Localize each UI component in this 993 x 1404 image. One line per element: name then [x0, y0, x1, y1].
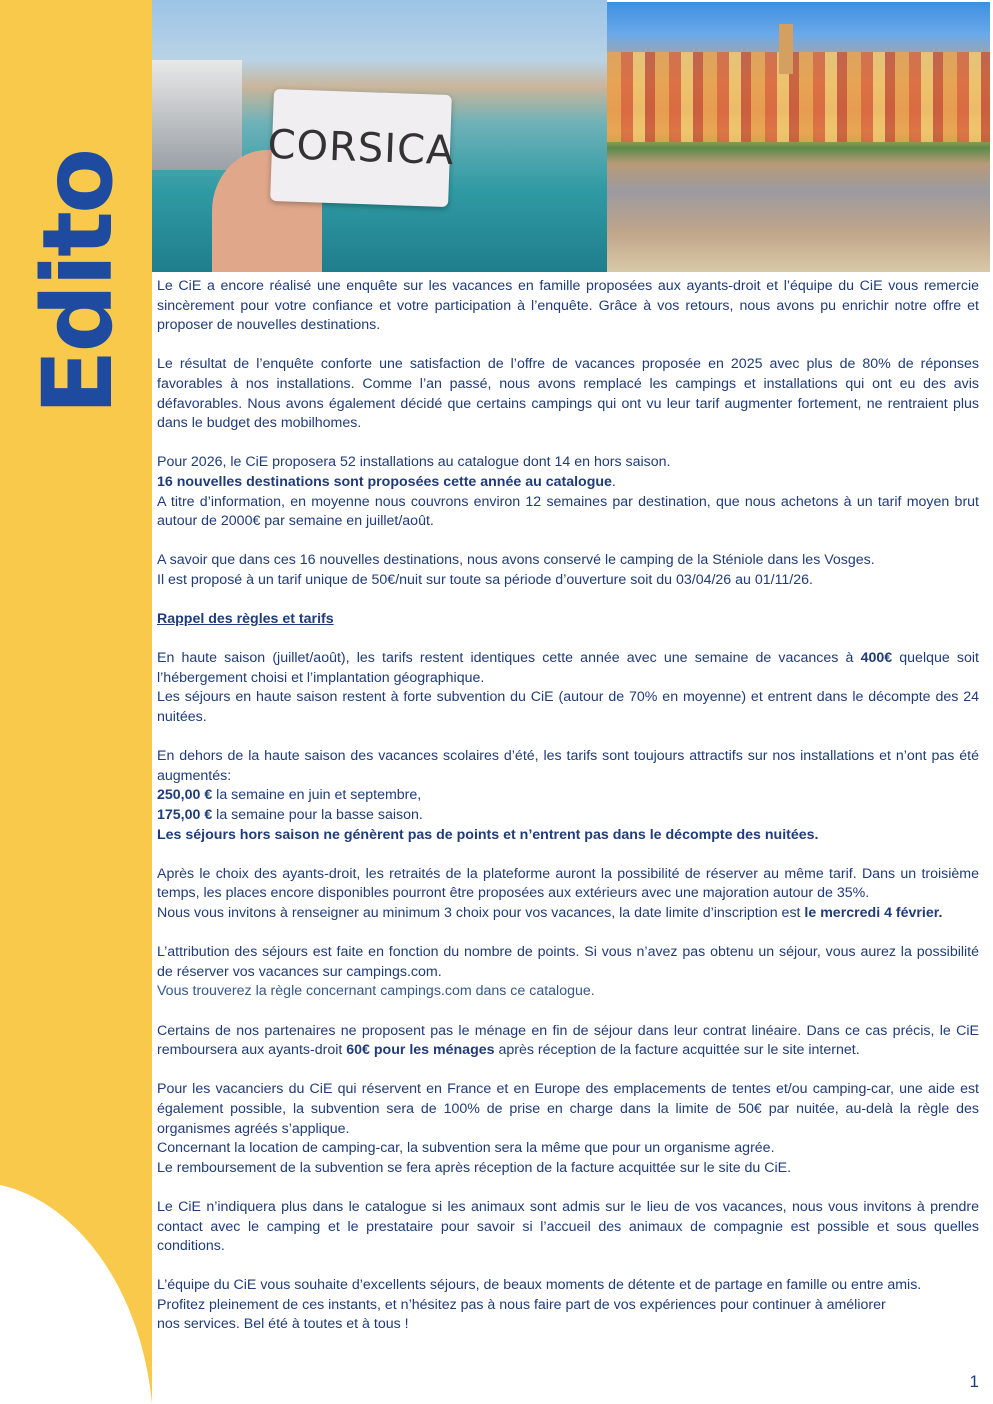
text-line: [157, 1159, 979, 1179]
text-line: [157, 786, 979, 806]
paragraph: [157, 355, 979, 433]
text-segment: Profitez pleinement de ces instants, et n’hésitez pas à nous faire part de vos expériences pour continuer à améliorer: [157, 1296, 886, 1313]
boat-shape: [152, 60, 242, 170]
town-buildings: [607, 52, 990, 142]
text-line: [157, 982, 979, 1002]
paragraph: [157, 551, 979, 590]
text-segment: A savoir que dans ces 16 nouvelles destinations, nous avons conservé le camping de la Sténiole dans les Vosges.: [157, 552, 875, 569]
text-segment: Certains de nos partenaires ne proposent pas le ménage en fin de séjour dans leur contrat linéaire. Dans ce cas précis, le CiE remboursera aux ayants-droit: [157, 1022, 979, 1059]
text-line: [157, 1315, 979, 1335]
text-segment: Les séjours en haute saison restent à forte subvention du CiE (autour de 70% en moyenne) et entrent dans le décompte des 24 nuitées.: [157, 689, 979, 726]
text-segment: Après le choix des ayants-droit, les retraités de la plateforme auront la possibilité de réserver au même tarif. Dans un troisième temps, les places encore disponibles pourront être proposées aux extérieurs avec une majoration autour de 35%.: [157, 865, 979, 902]
text-segment: la semaine pour la basse saison.: [212, 807, 423, 824]
text-segment: En haute saison (juillet/août), les tarifs restent identiques cette année avec une semaine de vacances à: [157, 650, 861, 667]
text-segment: Nous vous invitons à renseigner au minimum 3 choix pour vos vacances, la date limite d’inscription est: [157, 905, 805, 921]
bold-text: 16 nouvelles destinations sont proposées cette année au catalogue: [157, 473, 612, 490]
text-segment: En dehors de la haute saison des vacances scolaires d’été, les tarifs sont toujours attractifs sur nos installations et n’ont pas été augmentés:: [157, 748, 979, 784]
text-line: [157, 1080, 979, 1139]
section-heading: Rappel des règles et tarifs: [157, 611, 334, 628]
bold-text: 250,00 €: [157, 787, 213, 804]
text-segment: L’équipe du CiE vous souhaite d’excellents séjours, de beaux moments de détente et de partage en famille ou entre amis.: [157, 1277, 922, 1294]
text-segment: Pour 2026, le CiE proposera 52 installations au catalogue dont 14 en hors saison.: [157, 454, 671, 471]
bold-text: 60€ pour les ménages: [346, 1042, 495, 1059]
text-line: [157, 1276, 979, 1296]
text-line: [157, 1139, 979, 1159]
text-line: [157, 493, 979, 532]
text-line: [157, 826, 979, 846]
page-number: 1: [969, 1372, 979, 1391]
text-segment: Le CiE a encore réalisé une enquête sur les vacances en famille proposées aux ayants-droit et l’équipe du CiE vous remercie sincèrement pour votre confiance et votre participation à l’enquête. Grâce à vos retours, nous avons pu enrichir notre offre et proposer de nouvelles destinations.: [157, 278, 979, 334]
corsica-photo: [152, 0, 607, 272]
text-line: [157, 571, 979, 591]
bold-text: 175,00 €: [157, 807, 213, 824]
paragraph: [157, 865, 979, 924]
text-segment: Pour les vacanciers du CiE qui réservent en France et en Europe des emplacements de tentes et/ou camping-car, une aide est également possible, la subvention sera de 100% de prise en charge dans la limite de 50€ par nuitée, au-delà la règle des organismes agréés s’applique.: [157, 1081, 979, 1137]
text-line: [157, 1296, 979, 1316]
text-segment: Il est proposé à un tarif unique de 50€/nuit sur toute sa période d’ouverture soit du 03/04/26 au 01/11/26.: [157, 571, 813, 588]
paragraph: [157, 1080, 979, 1178]
text-line: [157, 806, 979, 826]
text-segment: Le remboursement de la subvention se fera après réception de la facture acquittée sur le site du CiE.: [157, 1159, 792, 1176]
paragraph: [157, 649, 979, 727]
text-line: [157, 473, 979, 493]
paragraph: [157, 277, 979, 336]
text-line: [157, 688, 979, 727]
church-tower: [779, 24, 793, 74]
bold-text: Les séjours hors saison ne génèrent pas de points et n’entrent pas dans le décompte des nuitées.: [157, 826, 819, 843]
text-line: [157, 904, 979, 924]
text-segment: Concernant la location de camping-car, la subvention sera la même que pour un organisme agrée.: [157, 1140, 775, 1157]
text-line: [157, 551, 979, 571]
text-line: [157, 453, 979, 473]
text-line: [157, 865, 979, 904]
sidebar-band: [0, 0, 152, 1404]
text-segment: L’attribution des séjours est faite en fonction du nombre de points. Si vous n’avez pas obtenu un séjour, vous aurez la possibilité de réserver vos vacances sur campings.com.: [157, 944, 979, 980]
text-segment: A titre d’information, en moyenne nous couvrons environ 12 semaines par destination, que nous achetons à un tarif moyen brut autour de 2000€ par semaine en juillet/août.: [157, 493, 979, 530]
paragraph: [157, 453, 979, 531]
corsica-card: CORSICA: [270, 89, 452, 207]
bold-text: 400€: [860, 650, 893, 667]
text-line: [157, 747, 979, 786]
text-line: [157, 1198, 979, 1257]
text-segment: .: [611, 473, 616, 490]
coastal-town-photo: [607, 2, 990, 272]
paragraph: [157, 747, 979, 845]
text-segment: après réception de la facture acquittée sur le site internet.: [494, 1042, 860, 1059]
text-line: [157, 355, 979, 433]
text-segment: la semaine en juin et septembre,: [212, 787, 422, 804]
text-line: [157, 277, 979, 336]
text-segment: Le CiE n’indiquera plus dans le catalogue si les animaux sont admis sur le lieu de vos vacances, nous vous invitons à prendre contact avec le camping et le prestataire pour savoir si l’accueil des animaux de compagnie est possible et sous quelles conditions.: [157, 1198, 979, 1255]
text-segment: quelque soit l’hébergement choisi et l’implantation géographique.: [157, 650, 979, 686]
paragraph: [157, 1022, 979, 1061]
text-line: [157, 943, 979, 982]
text-segment: Le résultat de l’enquête conforte une satisfaction de l’offre de vacances proposée en 2025 avec plus de 80% de réponses favorables à nos installations. Comme l’an passé, nous avons remplacé les campings et installations qui ont eu des avis défavorables. Nous avons également décidé que certains campings qui ont vu leur tarif augmenter fortement, ne rentraient plus dans le budget des mobilhomes.: [157, 356, 979, 432]
paragraph: [157, 610, 979, 630]
paragraph: [157, 1198, 979, 1257]
text-segment: Vous trouverez la règle concernant campings.com dans ce catalogue.: [157, 983, 595, 1000]
text-line: [157, 649, 979, 688]
text-segment: nos services. Bel été à toutes et à tous !: [157, 1316, 409, 1333]
bold-text: le mercredi 4 février.: [804, 905, 943, 921]
text-line: [157, 610, 979, 630]
edito-body: [157, 277, 979, 1335]
text-line: [157, 1022, 979, 1061]
paragraph: [157, 943, 979, 1002]
paragraph: [157, 1276, 979, 1335]
page-title: Edito: [22, 150, 134, 416]
